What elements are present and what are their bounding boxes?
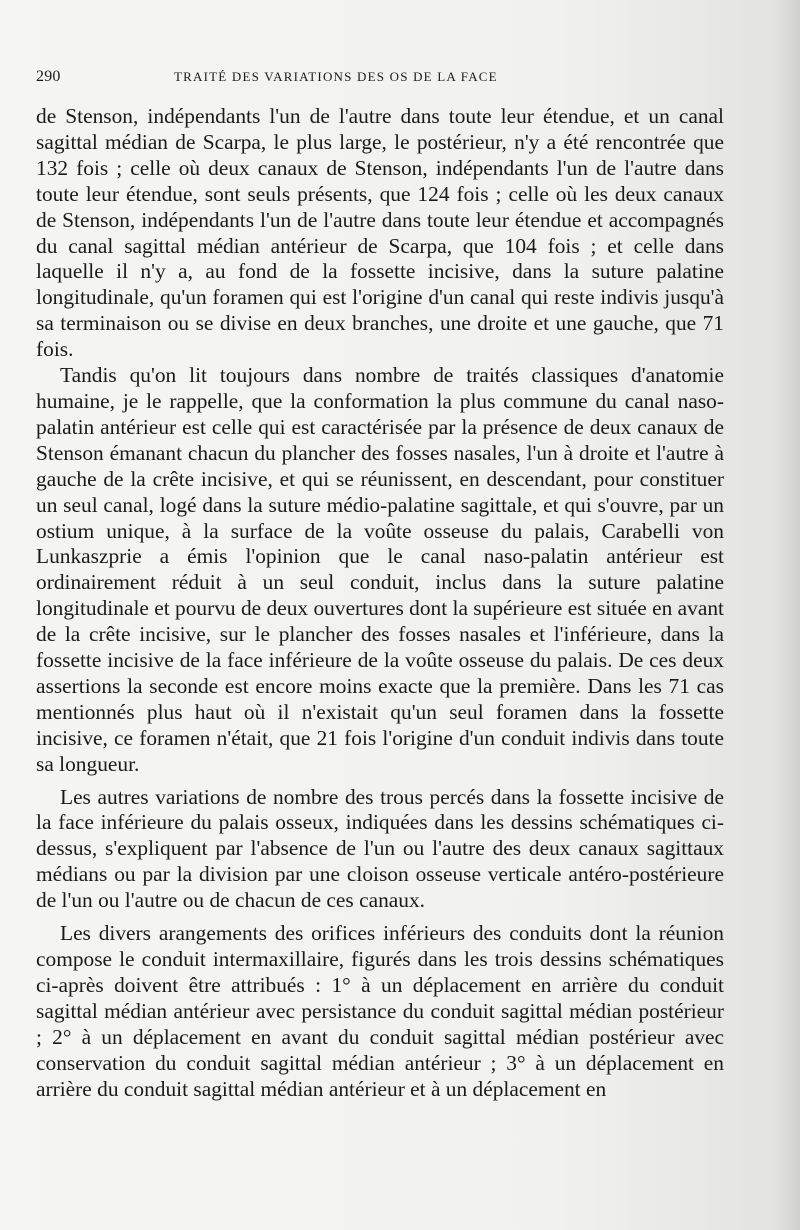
body-text bbox=[36, 104, 724, 1102]
paragraph-1: de Stenson, indépendants l'un de l'autre dans toute leur étendue, et un canal sagittal médian de Scarpa, le plus large, le postérieur, n'y a été rencontrée que 132 fois ; celle où deux canaux de Stenson, indépendants l'un de l'autre dans toute leur étendue, sont seuls présents, que 124 fois ; celle où les deux canaux de Stenson, indépendants l'un de l'autre dans toute leur étendue et accompagnés du canal sagittal médian antérieur de Scarpa, que 104 fois ; et celle dans laquelle il n'y a, au fond de la fossette incisive, dans la suture palatine longitudinale, qu'un foramen qui est l'origine d'un canal qui reste indivis jusqu'à sa terminaison ou se divise en deux branches, une droite et une gauche, que 71 fois. bbox=[36, 104, 724, 362]
running-head: TRAITÉ DES VARIATIONS DES OS DE LA FACE bbox=[174, 69, 498, 84]
page-header bbox=[36, 68, 756, 88]
page-number: 290 bbox=[36, 68, 61, 85]
paragraph-3: Les autres variations de nombre des trous percés dans la fossette incisive de la face inférieure du palais osseux, indiquées dans les dessins schématiques ci-dessus, s'expliquent par l'absence de l'un ou l'autre des deux canaux sagittaux médians ou par la division par une cloison osseuse verticale antéro-postérieure de l'un ou l'autre ou de chacun de ces canaux. bbox=[36, 784, 724, 913]
paragraph-2: Tandis qu'on lit toujours dans nombre de traités classiques d'anatomie humaine, je le rappelle, que la conformation la plus commune du canal naso-palatin antérieur est celle qui est caractérisée par la présence de deux canaux de Stenson émanant chacun du plancher des fosses nasales, l'un à droite et l'autre à gauche de la crête incisive, et qui se réunissent, en descendant, pour constituer un seul canal, logé dans la suture médio-palatine sagittale, et qui s'ouvre, par un ostium unique, à la surface de la voûte osseuse du palais, Carabelli von Lunkaszprie a émis l'opinion que le canal naso-palatin antérieur est ordinairement réduit à un seul conduit, inclus dans la suture palatine longitudinale et pourvu de deux ouvertures dont la supérieure est située en avant de la crête incisive, sur le plancher des fosses nasales et l'inférieure, dans la fossette incisive de la face inférieure de la voûte osseuse du palais. De ces deux assertions la seconde est encore moins exacte que la première. Dans les 71 cas mentionnés plus haut où il n'existait qu'un seul foramen dans la fossette incisive, ce foramen n'était, que 21 fois l'origine d'un conduit indivis dans toute sa longueur. bbox=[36, 363, 724, 776]
paragraph-4: Les divers arangements des orifices inférieurs des conduits dont la réunion compose le conduit intermaxillaire, figurés dans les trois dessins schématiques ci-après doivent être attribués : 1° à un déplacement en arrière du conduit sagittal médian antérieur avec persistance du conduit sagittal médian postérieur ; 2° à un déplacement en avant du conduit sagittal médian postérieur avec conservation du conduit sagittal médian antérieur ; 3° à un déplacement en arrière du conduit sagittal médian antérieur et à un déplacement en bbox=[36, 921, 724, 1101]
